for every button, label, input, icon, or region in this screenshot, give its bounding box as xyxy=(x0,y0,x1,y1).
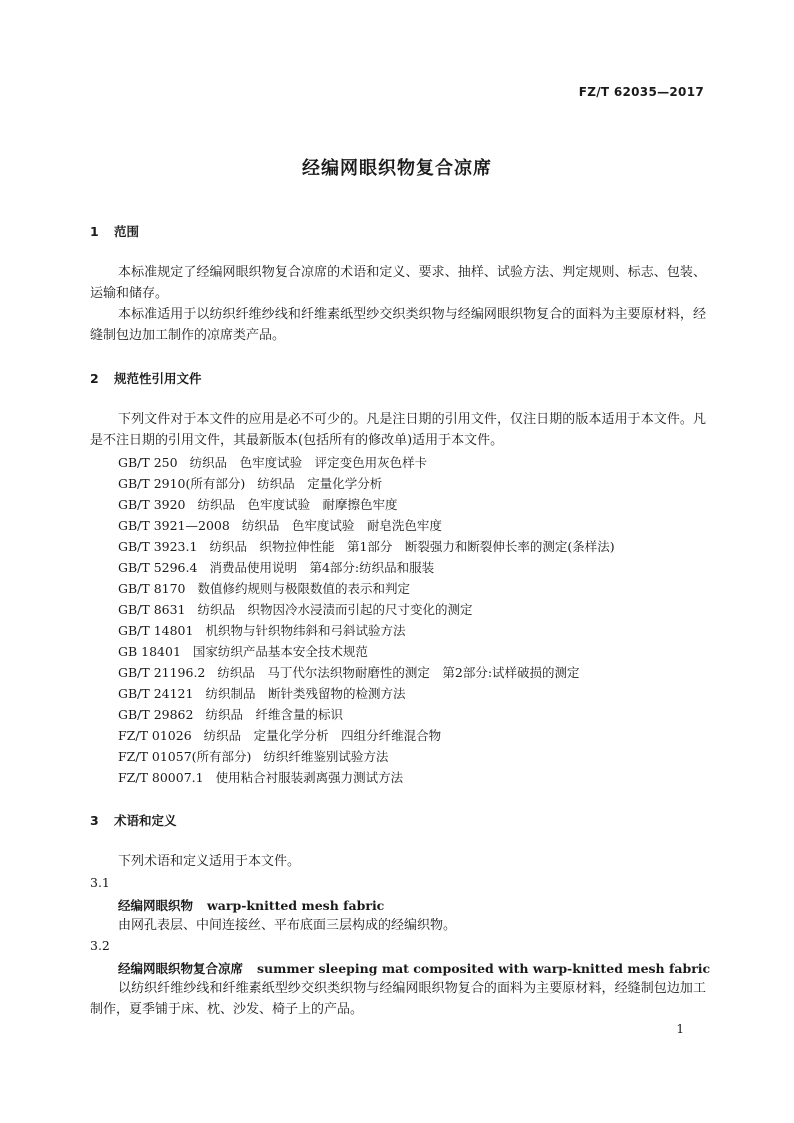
reference-code: FZ/T 01057(所有部分) xyxy=(118,749,252,764)
term-english: warp-knitted mesh fabric xyxy=(207,898,385,913)
term-definition: 由网孔表层、中间连接丝、平布底面三层构成的经编织物。 xyxy=(118,918,457,933)
reference-item xyxy=(118,600,473,618)
section-title: 范围 xyxy=(114,224,140,239)
reference-code: GB/T 8170 xyxy=(118,581,186,596)
reference-item xyxy=(118,516,442,534)
section-heading-terms xyxy=(90,811,177,829)
section-title: 术语和定义 xyxy=(114,813,177,828)
standard-number: FZ/T 62035—2017 xyxy=(578,85,704,99)
reference-title: 纺织品 织物拉伸性能 第1部分 断裂强力和断裂伸长率的测定(条样法) xyxy=(209,539,615,554)
section-number: 1 xyxy=(90,224,99,239)
reference-code: GB/T 3921—2008 xyxy=(118,518,230,533)
reference-title: 纺织纤维鉴别试验方法 xyxy=(263,749,389,764)
reference-title: 纺织品 色牢度试验 耐皂洗色牢度 xyxy=(241,518,442,533)
term-definition: 以纺织纤维纱线和纤维素纸型纱交织类织物与经编网眼织物复合的面料为主要原材料，经缝制包边加工制作，夏季铺于床、枕、沙发、椅子上的产品。 xyxy=(90,981,706,1017)
term-chinese: 经编网眼织物 xyxy=(118,898,194,913)
reference-code: GB/T 3920 xyxy=(118,497,186,512)
term-english: summer sleeping mat composited with warp-knitted mesh fabric xyxy=(257,961,711,976)
section-heading-references xyxy=(90,369,202,387)
reference-item xyxy=(118,768,403,786)
references-intro: 下列文件对于本文件的应用是必不可少的。凡是注日期的引用文件，仅注日期的版本适用于本文件。凡是不注日期的引用文件，其最新版本(包括所有的修改单)适用于本文件。 xyxy=(90,412,706,448)
reference-title: 纺织品 色牢度试验 评定变色用灰色样卡 xyxy=(189,455,428,470)
reference-title: 消费品使用说明 第4部分:纺织品和服装 xyxy=(209,560,435,575)
terms-intro: 下列术语和定义适用于本文件。 xyxy=(118,854,301,869)
document-title: 经编网眼织物复合凉席 xyxy=(302,158,492,179)
reference-code: GB/T 21196.2 xyxy=(118,665,206,680)
reference-item xyxy=(118,474,382,492)
reference-code: GB/T 14801 xyxy=(118,623,194,638)
reference-code: GB 18401 xyxy=(118,644,181,659)
scope-paragraph-1: 本标准规定了经编网眼织物复合凉席的术语和定义、要求、抽样、试验方法、判定规则、标志、包装、运输和储存。 xyxy=(90,265,706,301)
reference-code: GB/T 3923.1 xyxy=(118,539,198,554)
reference-title: 纺织品 马丁代尔法织物耐磨性的测定 第2部分:试样破损的测定 xyxy=(217,665,580,680)
reference-title: 使用粘合衬服装剥离强力测试方法 xyxy=(215,770,404,785)
term-heading xyxy=(118,959,710,977)
reference-item xyxy=(118,642,368,660)
scope-paragraph-2: 本标准适用于以纺织纤维纱线和纤维素纸型纱交织类织物与经编网眼织物复合的面料为主要原材料，经缝制包边加工制作的凉席类产品。 xyxy=(90,307,706,343)
reference-item xyxy=(118,621,405,639)
reference-item xyxy=(118,663,580,681)
reference-title: 数值修约规则与极限数值的表示和判定 xyxy=(197,581,411,596)
reference-title: 纺织品 织物因冷水浸渍而引起的尺寸变化的测定 xyxy=(197,602,473,617)
reference-item xyxy=(118,558,434,576)
clause-number: 3.2 xyxy=(90,938,110,953)
section-title: 规范性引用文件 xyxy=(114,371,202,386)
reference-code: GB/T 5296.4 xyxy=(118,560,198,575)
reference-code: GB/T 8631 xyxy=(118,602,186,617)
reference-title: 纺织品 色牢度试验 耐摩擦色牢度 xyxy=(197,497,398,512)
reference-title: 纺织品 纤维含量的标识 xyxy=(205,707,343,722)
reference-title: 国家纺织产品基本安全技术规范 xyxy=(192,644,368,659)
reference-title: 纺织品 定量化学分析 四组分纤维混合物 xyxy=(203,728,442,743)
reference-code: GB/T 29862 xyxy=(118,707,194,722)
section-number: 2 xyxy=(90,371,99,386)
reference-item xyxy=(118,537,615,555)
clause-number: 3.1 xyxy=(90,875,110,890)
reference-code: FZ/T 01026 xyxy=(118,728,192,743)
section-number: 3 xyxy=(90,813,99,828)
reference-item xyxy=(118,579,410,597)
page-number: 1 xyxy=(676,1022,684,1036)
reference-item xyxy=(118,705,343,723)
term-heading xyxy=(118,896,384,914)
term-chinese: 经编网眼织物复合凉席 xyxy=(118,961,244,976)
reference-title: 纺织制品 断针类残留物的检测方法 xyxy=(205,686,406,701)
reference-code: FZ/T 80007.1 xyxy=(118,770,204,785)
reference-title: 纺织品 定量化学分析 xyxy=(257,476,383,491)
reference-code: GB/T 24121 xyxy=(118,686,194,701)
reference-title: 机织物与针织物纬斜和弓斜试验方法 xyxy=(205,623,406,638)
reference-code: GB/T 250 xyxy=(118,455,178,470)
reference-code: GB/T 2910(所有部分) xyxy=(118,476,246,491)
reference-item xyxy=(118,684,405,702)
reference-item xyxy=(118,495,398,513)
reference-item xyxy=(118,747,388,765)
section-heading-scope xyxy=(90,222,139,240)
reference-item xyxy=(118,726,441,744)
reference-item xyxy=(118,453,427,471)
